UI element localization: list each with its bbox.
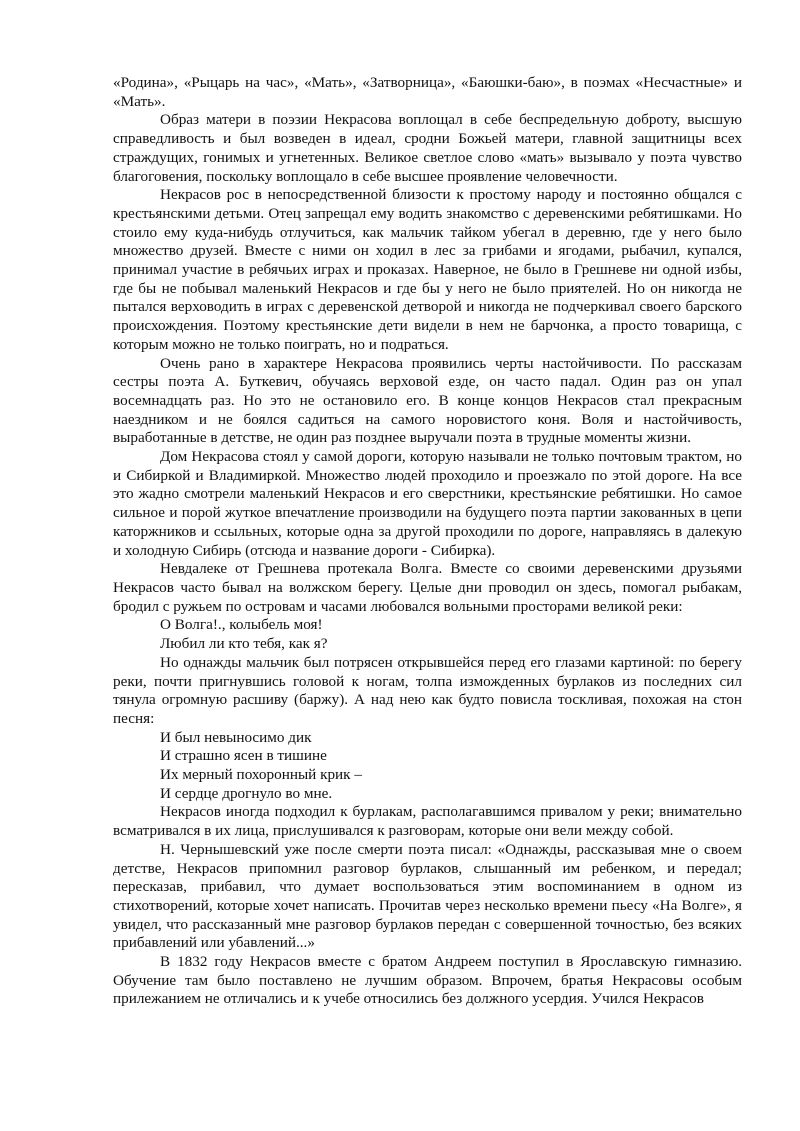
paragraph-7: Но однажды мальчик был потрясен открывшейся перед его глазами картиной: по берегу реки, почти пригнувшись головой к ногам, толпа изможденных бурлаков из последних сил тянула огромную расшиву (баржу). А над нею как будто повисла тоскливая, похожая на стон песня:: [113, 653, 742, 727]
verse-line-6: И сердце дрогнуло во мне.: [160, 784, 333, 802]
paragraph-6: Невдалеке от Грешнева протекала Волга. Вместе со своими деревенскими друзьями Некрасов часто бывал на волжском берегу. Целые дни проводил он здесь, помогал рыбакам, бродил с ружьем по островам и часами любовался вольными просторами великой реки:: [113, 560, 742, 615]
paragraph-4: Очень рано в характере Некрасова проявились черты настойчивости. По рассказам сестры поэта А. Буткевич, обучаясь верховой езде, он часто падал. Один раз он упал восемнадцать раз. Но это не остановило его. В конце концов Некрасов стал прекрасным наездником и не боялся садиться на самого норовистого коня. Воля и настойчивость, выработанные в детстве, не один раз позднее выручали поэта в трудные моменты жизни.: [113, 354, 742, 447]
paragraph-10: В 1832 году Некрасов вместе с братом Андреем поступил в Ярославскую гимназию. Обучение там было поставлено не лучшим образом. Впрочем, братья Некрасовы особым прилежанием не отличались и к учебе относились без должного усердия. Учился Некрасов: [113, 953, 742, 1008]
paragraph-1: «Родина», «Рыцарь на час», «Мать», «Затворница», «Баюшки-баю», в поэмах «Несчастные» и «Мать».: [113, 74, 742, 110]
paragraph-3: Некрасов рос в непосредственной близости к простому народу и постоянно общался с крестьянскими детьми. Отец запрещал ему водить знакомство с деревенскими ребятишками. Но стоило ему куда-нибудь отлучиться, как мальчик тайком убегал в деревню, где у него было множество друзей. Вместе с ними он ходил в лес за грибами и ягодами, рыбачил, купался, принимал участие в ребячьих играх и проказах. Наверное, не было в Грешневе ни одной избы, где бы не побывал маленький Некрасов и где бы у него не было приятелей. Но он никогда не пытался верховодить в играх с деревенской детворой и никогда не подчеркивал своего барского происхождения. Поэтому крестьянские дети видели в нем не барчонка, а просто товарища, с которым можно не только поиграть, но и подраться.: [113, 186, 742, 353]
verse-line-5: Их мерный похоронный крик –: [160, 766, 362, 784]
verse-line-4: И страшно ясен в тишине: [160, 747, 327, 765]
verse-line-3: И был невыносимо дик: [160, 728, 312, 746]
paragraph-2: Образ матери в поэзии Некрасова воплощал в себе беспредельную доброту, высшую справедливость и был возведен в идеал, сродни Божьей матери, главной защитницы всех страждущих, гонимых и угнетенных. Великое светлое слово «мать» вызывало у поэта чувство благоговения, поскольку воплощало в себе высшее проявление человечности.: [113, 111, 742, 185]
paragraph-5: Дом Некрасова стоял у самой дороги, которую называли не только почтовым трактом, но и Сибиркой и Владимиркой. Множество людей проходило и проезжало по этой дороге. На все это жадно смотрели маленький Некрасов и его сверстники, крестьянские ребятишки. Но самое сильное и порой жуткое впечатление производили на будущего поэта партии закованных в цепи каторжников и ссыльных, которые одна за другой проходили по дороге, направляясь в далекую и холодную Сибирь (отсюда и название дороги - Сибирка).: [113, 448, 742, 559]
verse-line-1: О Волга!., колыбель моя!: [160, 616, 323, 634]
paragraph-9: Н. Чернышевский уже после смерти поэта писал: «Однажды, рассказывая мне о своем детстве, Некрасов припомнил разговор бурлаков, слышанный им ребенком, и передал; пересказав, прибавил, что думает воспользоваться этим воспоминанием в одном из стихотворений, которые хочет написать. Прочитав через несколько времени пьесу «На Волге», я увидел, что рассказанный мне разговор бурлаков передан с совершенной точностью, без всяких прибавлений или убавлений...»: [113, 840, 742, 952]
verse-line-2: Любил ли кто тебя, как я?: [160, 635, 328, 653]
document-page: [113, 74, 742, 1009]
paragraph-8: Некрасов иногда подходил к бурлакам, располагавшимся привалом у реки; внимательно всматривался в их лица, прислушивался к разговорам, которые они вели между собой.: [113, 803, 742, 840]
